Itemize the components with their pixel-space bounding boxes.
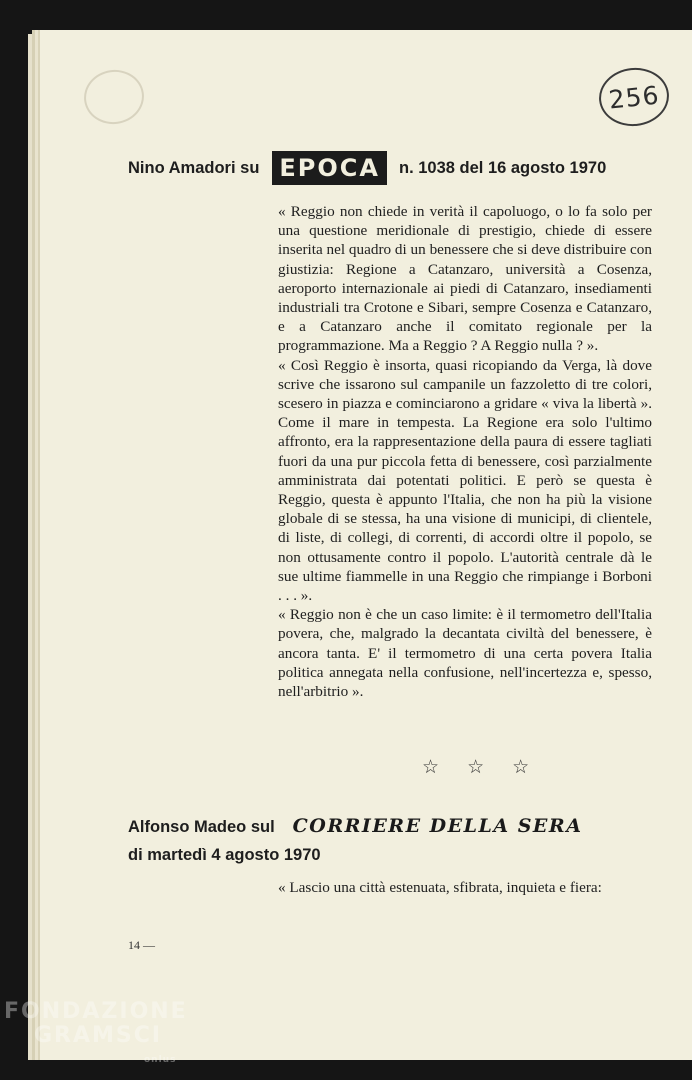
author-madeo: Alfonso Madeo sul bbox=[128, 818, 275, 836]
header-corriere bbox=[128, 812, 582, 869]
watermark-line2: GRAMSCI bbox=[34, 1023, 163, 1048]
header-epoca bbox=[128, 150, 606, 186]
star-separator: ☆ ☆ ☆ bbox=[422, 756, 541, 778]
author-amadori: Nino Amadori su bbox=[128, 158, 260, 177]
fondazione-gramsci-watermark bbox=[4, 1000, 188, 1072]
watermark-sub: onlus bbox=[144, 1055, 177, 1065]
article-paragraph-1: « Reggio non chiede in verità il capoluogo, o lo fa solo per una questione meridionale di prestigio, chiede di essere inserita nel quadro di un benessere che si deve distribuire con giustizia: Regione a Catanzaro, università a Cosenza, aeroporto internazionale ai piedi di Catanzaro, insediamenti industriali tra Crotone e Sibari, sempre Cosenza e Catanzaro, e a Catanzaro anche il comitato regionale per la programmazione. Ma a Reggio ? A Reggio nulla ? ». bbox=[278, 203, 652, 355]
corriere-logo: CORRIERE DELLA SERA bbox=[292, 815, 583, 837]
article-text bbox=[278, 202, 652, 701]
watermark-line1: FONDAZIONE bbox=[4, 999, 188, 1024]
stamp-ghost: ​ bbox=[81, 66, 148, 128]
article-paragraph-3: « Reggio non è che un caso limite: è il termometro dell'Italia povera, che, malgrado la decantata civiltà del benessere, è ancora tanta. E' il termometro di una certa povera Italia politica annegata nella confusione, nell'incertezza e, spesso, nell'arbitrio ». bbox=[278, 606, 652, 701]
archive-stamp: 256 bbox=[596, 65, 672, 130]
issue-info: n. 1038 del 16 agosto 1970 bbox=[398, 158, 607, 177]
madeo-quote: « Lascio una città estenuata, sfibrata, inquieta e fiera: bbox=[278, 879, 602, 896]
corriere-date: di martedì 4 agosto 1970 bbox=[128, 846, 321, 864]
page-number: 14 — bbox=[128, 938, 155, 952]
epoca-logo: EPOCA bbox=[272, 151, 387, 185]
article-paragraph-2: « Così Reggio è insorta, quasi ricopiando da Verga, là dove scrive che issarono sul campanile un fazzoletto di tre colori, scesero in piazza e cominciarono a gridare « viva la libertà ». Come il mare in tempesta. La Regione era solo l'ultimo affronto, era la rappresentazione della paura di essere tagliati fuori da una pur piccola fetta di benessere, così parzialmente amministrata dai potentati politici. E però se questa è Reggio, questa è appunto l'Italia, che non ha più la visione globale di se stessa, ha una visione di municipi, di clientele, di liste, di collegi, di correnti, di accordi oltre il popolo, se non ottusamente contro il popolo. L'autorità centrale dà le sue ultime fiammelle in una Reggio che rimpiange i Borboni . . . ». bbox=[278, 356, 652, 605]
